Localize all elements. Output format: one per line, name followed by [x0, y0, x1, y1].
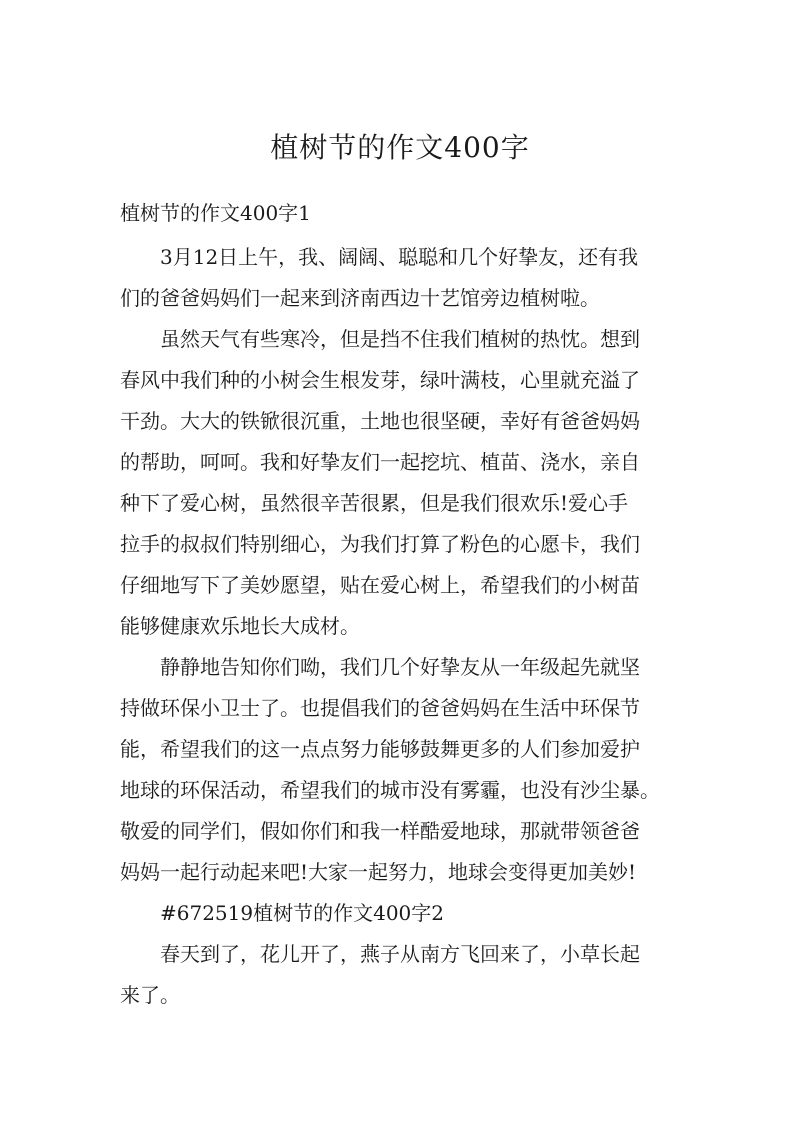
paragraph-line: 春风中我们种的小树会生根发芽，绿叶满枝，心里就充溢了: [120, 368, 640, 392]
paragraph-line: 能够健康欢乐地长大成材。: [120, 614, 360, 638]
paragraph-line: 的帮助，呵呵。我和好挚友们一起挖坑、植苗、浇水，亲自: [120, 450, 640, 474]
section-heading: #672519植树节的作文400字2: [160, 901, 445, 925]
paragraph-line: 持做环保小卫士了。也提倡我们的爸爸妈妈在生活中环保节: [120, 696, 640, 720]
paragraph-line: 拉手的叔叔们特别细心，为我们打算了粉色的心愿卡，我们: [120, 532, 640, 556]
paragraph-line: 地球的环保活动，希望我们的城市没有雾霾，也没有沙尘暴。: [120, 778, 660, 802]
paragraph-line: 敬爱的同学们，假如你们和我一样酷爱地球，那就带领爸爸: [120, 819, 640, 843]
paragraph-line: 虽然天气有些寒冷，但是挡不住我们植树的热忱。想到: [160, 327, 640, 351]
paragraph-line: 春天到了，花儿开了，燕子从南方飞回来了，小草长起: [160, 942, 640, 966]
page-title: 植树节的作文400字: [270, 131, 530, 164]
paragraph-line: 妈妈一起行动起来吧!大家一起努力，地球会变得更加美妙!: [120, 860, 637, 884]
paragraph-line: 种下了爱心树，虽然很辛苦很累，但是我们很欢乐!爱心手: [120, 491, 629, 515]
paragraph-line: 静静地告知你们呦，我们几个好挚友从一年级起先就坚: [160, 655, 640, 679]
paragraph-line: 3月12日上午，我、阔阔、聪聪和几个好挚友，还有我: [160, 245, 639, 269]
section-heading: 植树节的作文400字1: [120, 201, 311, 225]
paragraph-line: 来了。: [120, 983, 180, 1007]
paragraph-line: 仔细地写下了美妙愿望，贴在爱心树上，希望我们的小树苗: [120, 573, 640, 597]
paragraph-line: 能，希望我们的这一点点努力能够鼓舞更多的人们参加爱护: [120, 737, 640, 761]
paragraph-line: 们的爸爸妈妈们一起来到济南西边十艺馆旁边植树啦。: [120, 286, 600, 310]
paragraph-line: 干劲。大大的铁锨很沉重，土地也很坚硬，幸好有爸爸妈妈: [120, 409, 640, 433]
